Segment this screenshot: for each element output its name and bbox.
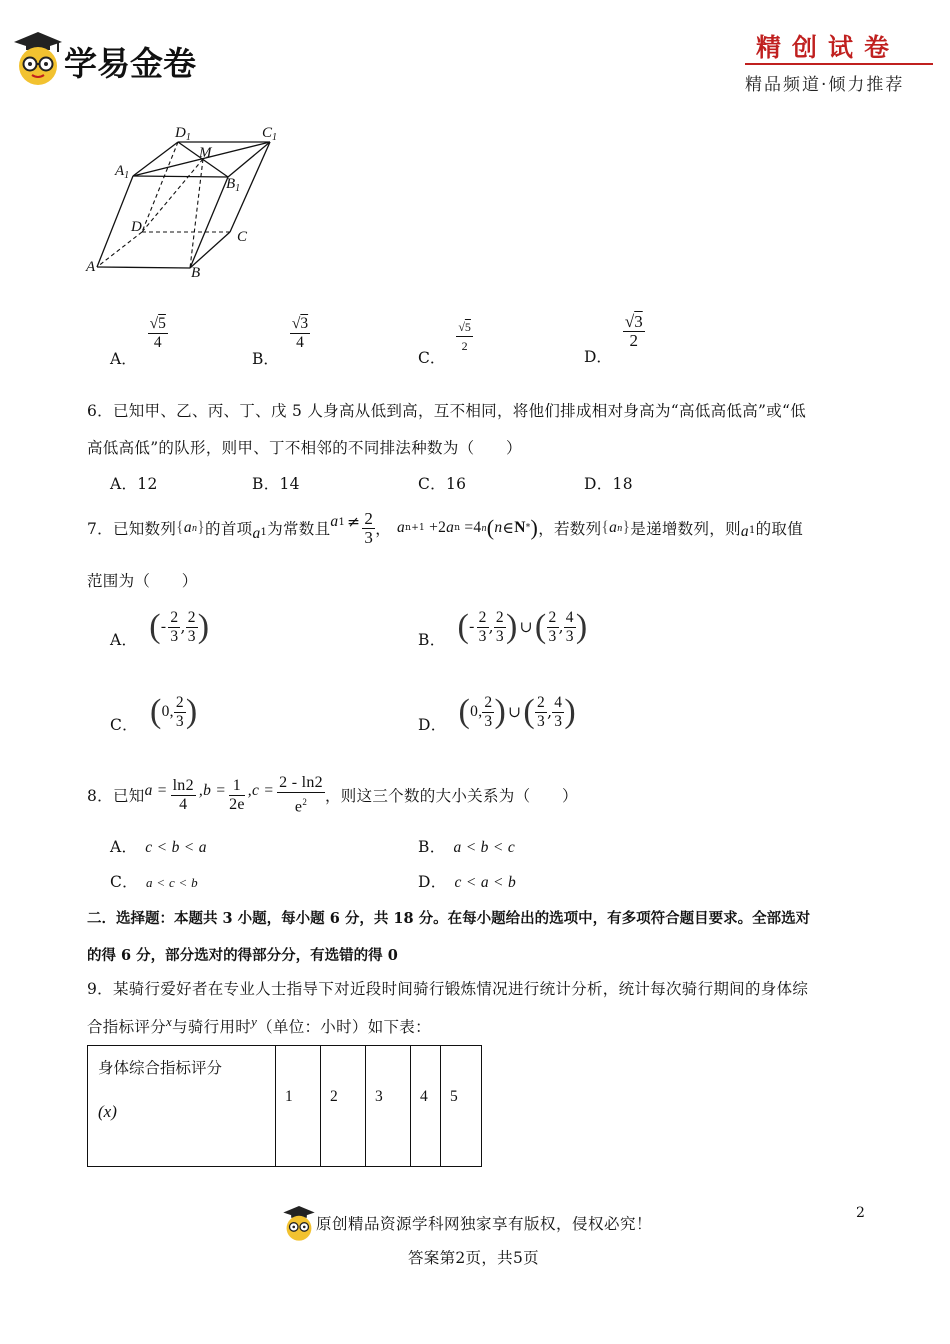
table-header-var: (x) xyxy=(98,1102,117,1121)
brand-logo xyxy=(12,28,242,88)
q6-option-a[interactable]: A．12 xyxy=(110,475,158,493)
q7-option-c[interactable]: C． ( 0, $\frac{2}{3}$ ) xyxy=(110,693,198,734)
q8-option-a[interactable]: A． c < b < a xyxy=(110,838,207,856)
header-divider xyxy=(745,63,933,65)
table-cell: 1 xyxy=(276,1046,321,1167)
q7-option-b[interactable]: B． ( - $\frac{2}{3}$ , $\frac{2}{3}$ ) ∪ ( $\frac{2}{3}$ , $\frac{4}{3}$ ) xyxy=(418,608,588,649)
table-header-label: 身体综合指标评分 xyxy=(98,1059,223,1077)
header-subtitle: 精品频道·倾力推荐 xyxy=(745,75,905,95)
q5-option-c[interactable]: C． $\frac{√5}{2}$ xyxy=(418,320,471,367)
q5-option-d[interactable]: D． $\frac{√3}{2}$ xyxy=(584,312,643,366)
copyright-text: 原创精品资源学科网独家享有版权，侵权必究！ xyxy=(316,1215,653,1233)
table-cell: 3 xyxy=(366,1046,411,1167)
owl-mascot-icon xyxy=(12,30,64,86)
q9-line1: 9．某骑行爱好者在专业人士指导下对近段时间骑行锻炼情况进行统计分析，统计每次骑行期间的身体综 xyxy=(87,980,809,998)
parallelepiped-figure xyxy=(80,120,300,285)
label-C1: $C_1$ xyxy=(262,125,278,143)
table-header-cell xyxy=(88,1046,276,1167)
section2-line1: 二．选择题：本题共 3 小题，每小题 6 分，共 18 分。在每小题给出的选项中，有多项符合题目要求。全部选对 xyxy=(87,910,811,927)
q7-line2: 范围为（ ） xyxy=(87,572,198,590)
q6-option-c[interactable]: C．16 xyxy=(418,475,467,493)
q9-data-table xyxy=(87,1045,482,1167)
label-D: D xyxy=(131,219,142,235)
label-D1: $D_1$ xyxy=(175,125,191,143)
q6-option-b[interactable]: B．14 xyxy=(252,475,300,493)
q6-line1: 6．已知甲、乙、丙、丁、戊 5 人身高从低到高，互不相同，将他们排成相对身高为“高低高低高”或“低 xyxy=(87,402,807,420)
q5-option-a[interactable]: A． $\frac{√5}{4}$ xyxy=(110,315,166,368)
page-number: 2 xyxy=(856,1205,866,1221)
label-A: A xyxy=(86,259,96,275)
q6-option-d[interactable]: D．18 xyxy=(584,475,633,493)
q8-option-b[interactable]: B． a < b < c xyxy=(418,838,515,856)
footer-page-info: 答案第2页，共5页 xyxy=(408,1249,539,1267)
q8-stem: 8．已知 a = $\frac{\ln 2}{4}$ ,b = $\frac{1}{2e}$ ,c = $\frac{2 - \ln 2}{e^2}$ ，则这三个数的大小关系为（ ） xyxy=(87,773,578,816)
label-B1: $B_1$ xyxy=(226,176,241,194)
footer-copyright xyxy=(282,1203,652,1243)
owl-mascot-icon xyxy=(282,1204,316,1242)
q8-option-d[interactable]: D． c < a < b xyxy=(418,873,517,891)
q7-line1: 7．已知数列 { a n } 的首项 a $_1$ 为常数且 a $_1$ ≠ $\frac{2}{3}$ ， a n+1 +2 a n =4 n ( n ∈ N * ) ，若数列 { a n } 是递增数列，则 a $_1$ 的取值 xyxy=(87,508,804,547)
table-cell: 4 xyxy=(411,1046,441,1167)
header-title: 精创试卷 xyxy=(756,33,901,62)
label-A1: $A_1$ xyxy=(115,163,130,181)
label-C: C xyxy=(237,229,248,245)
table-cell: 5 xyxy=(441,1046,482,1167)
brand-name: 学易金卷 xyxy=(64,44,196,83)
q6-line2: 高低高低”的队形，则甲、丁不相邻的不同排法种数为（ ） xyxy=(87,439,522,457)
q7-option-a[interactable]: A． ( - $\frac{2}{3}$ , $\frac{2}{3}$ ) xyxy=(110,608,210,649)
section2-line2: 的得 6 分，部分选对的得部分分，有选错的得 0 xyxy=(87,947,398,964)
q7-option-d[interactable]: D． ( 0, $\frac{2}{3}$ ) ∪ ( $\frac{2}{3}$ , $\frac{4}{3}$ ) xyxy=(418,693,576,734)
q9-line2: 合指标评分$^x$与骑行用时$^y$（单位：小时）如下表： xyxy=(87,1014,431,1037)
table-cell: 2 xyxy=(321,1046,366,1167)
label-M: M xyxy=(199,145,212,161)
q5-option-b[interactable]: B． $\frac{√3}{4}$ xyxy=(252,315,309,368)
q8-option-c[interactable]: C． a < c < b xyxy=(110,873,198,891)
label-B: B xyxy=(191,265,201,281)
